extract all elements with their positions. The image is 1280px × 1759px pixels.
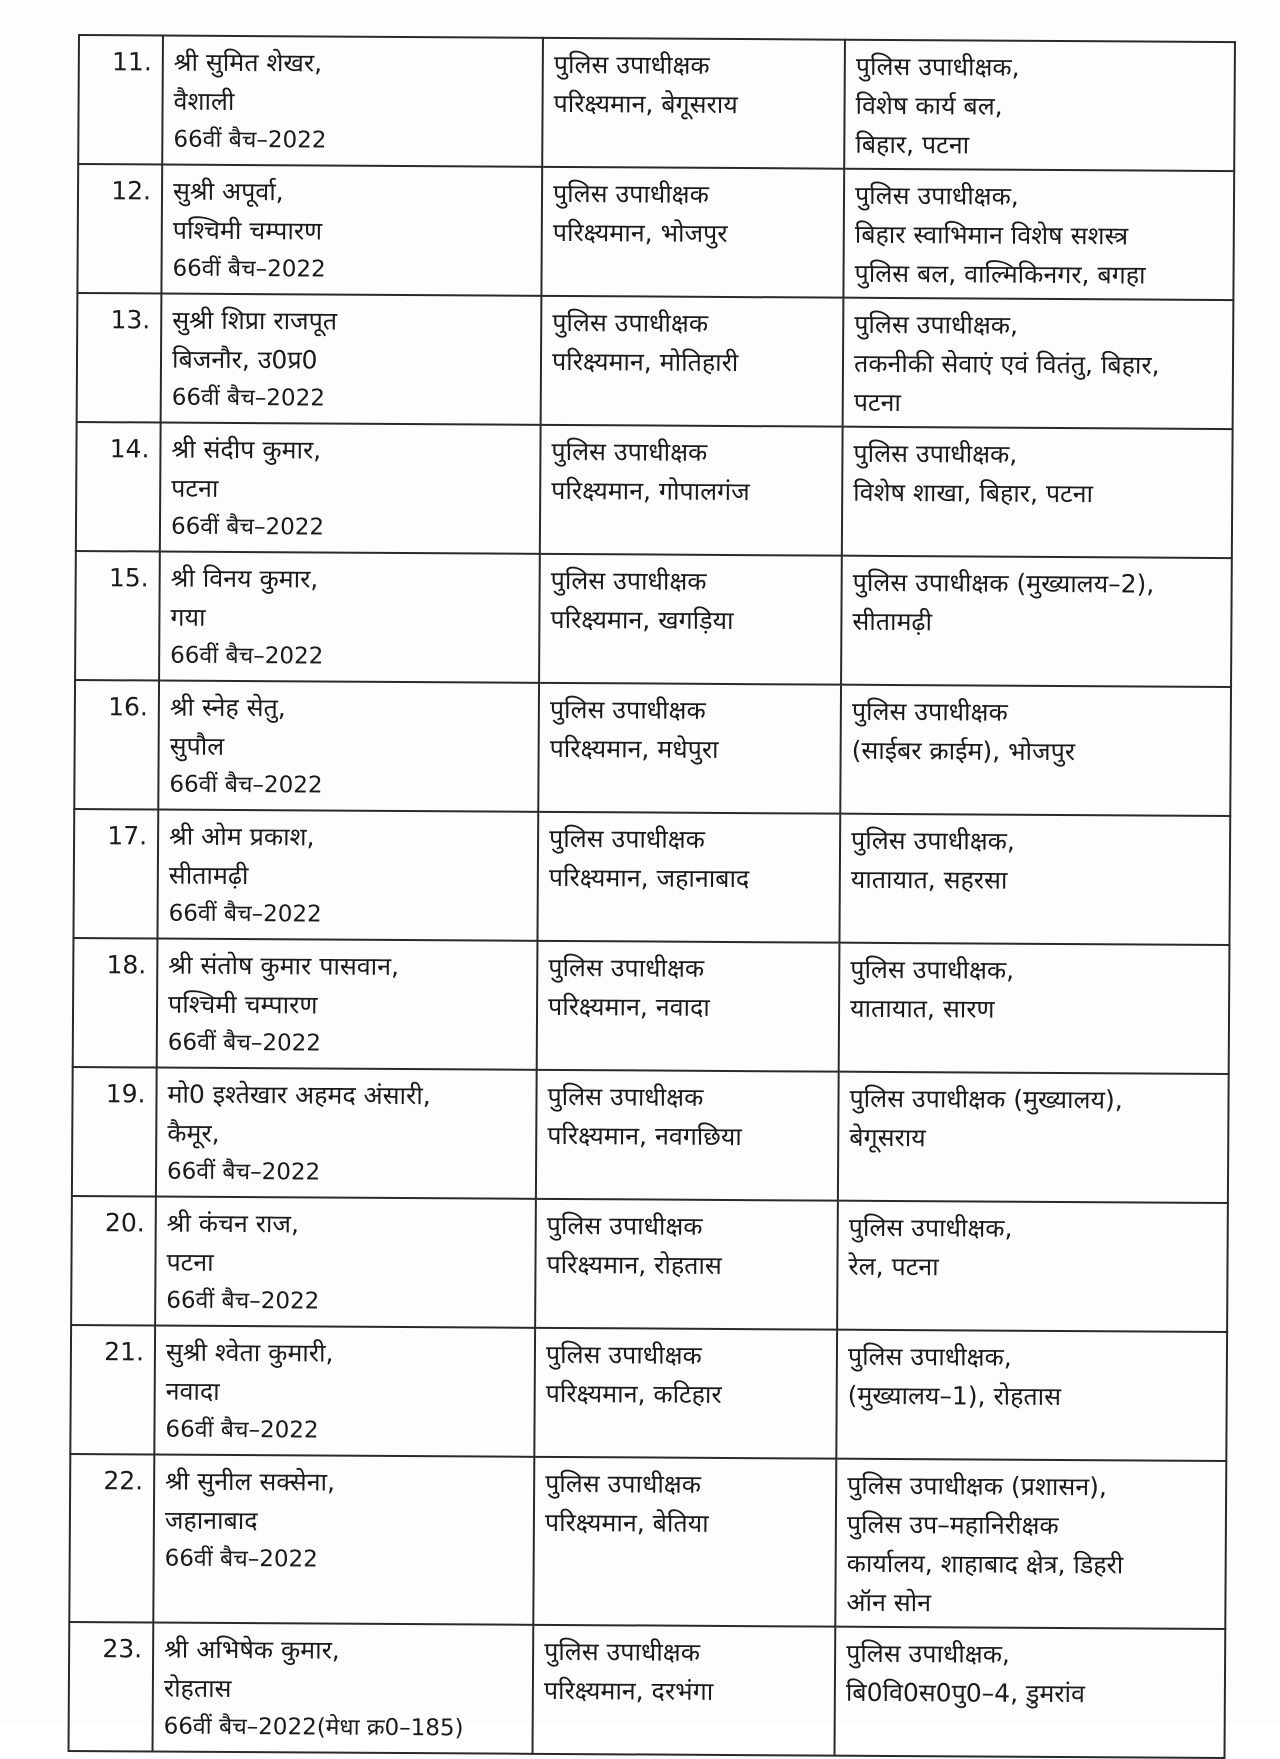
current-posting-line: पुलिस उपाधीक्षक	[552, 178, 709, 209]
serial-number: 17.	[73, 809, 158, 939]
serial-number: 14.	[76, 422, 161, 552]
new-posting-line: पुलिस उपाधीक्षक,	[850, 954, 1015, 985]
new-posting-line: पुलिस उपाधीक्षक,	[846, 1638, 1010, 1669]
current-posting-line: परिक्ष्यमान, बेगूसराय	[553, 88, 738, 120]
current-posting-line: परिक्ष्यमान, कटिहार	[545, 1378, 722, 1409]
new-posting	[839, 814, 1230, 945]
officer-details-line: 66वीं बैच–2022	[171, 384, 325, 412]
officer-details-line: 66वीं बैच–2022	[167, 1029, 322, 1057]
new-posting-line: बिहार स्वाभिमान विशेष सशस्त्र	[854, 219, 1129, 251]
current-posting-line: पुलिस उपाधीक्षक	[544, 1636, 701, 1667]
serial-number: 20.	[71, 1196, 156, 1326]
new-posting-line: कार्यालय, शाहाबाद क्षेत्र, डिहरी	[846, 1548, 1124, 1580]
serial-number: 16.	[74, 680, 159, 810]
serial-number: 19.	[72, 1067, 157, 1197]
new-posting-line: पुलिस उपाधीक्षक,	[854, 309, 1019, 340]
new-posting-line: बेगूसराय	[849, 1122, 926, 1153]
table-body	[69, 35, 1235, 1758]
current-posting	[537, 941, 840, 1072]
officer-details-line: 66वीं बैच–2022	[169, 771, 323, 799]
serial-number: 15.	[75, 551, 160, 681]
new-posting-line: बिहार, पटना	[855, 129, 970, 160]
table-row	[73, 809, 1230, 945]
officer-details	[161, 165, 542, 296]
new-posting-line: पुलिस उपाधीक्षक,	[854, 180, 1019, 211]
serial-number: 12.	[77, 164, 162, 294]
current-posting-line: पुलिस उपाधीक्षक	[548, 952, 705, 983]
officer-details	[158, 681, 539, 812]
current-posting	[537, 812, 840, 943]
current-posting	[539, 554, 842, 685]
officer-details-line: श्री स्नेह सेतु,	[169, 692, 286, 723]
current-posting-line: पुलिस उपाधीक्षक	[552, 307, 709, 338]
serial-number: 21.	[70, 1325, 155, 1455]
officer-details-line: सुश्री अपूर्वा,	[172, 176, 284, 207]
officer-details-line: पटना	[171, 473, 219, 503]
officer-details-line: श्री संदीप कुमार,	[171, 434, 322, 465]
officer-details-line: श्री संतोष कुमार पासवान,	[168, 950, 400, 981]
current-posting	[541, 296, 844, 427]
officer-details-line: पश्चिमी चम्पारण	[172, 215, 323, 246]
current-posting	[536, 1070, 839, 1201]
current-posting	[533, 1457, 836, 1627]
serial-number: 18.	[73, 938, 158, 1068]
officer-details-line: 66वीं बैच–2022	[170, 642, 324, 670]
current-posting-line: पुलिस उपाधीक्षक	[546, 1210, 703, 1241]
officer-details-line: 66वीं बैच–2022	[164, 1545, 318, 1573]
new-posting-line: रेल, पटना	[848, 1251, 939, 1282]
new-posting	[843, 298, 1234, 429]
officer-details-line: पटना	[166, 1247, 214, 1277]
new-posting-line: पुलिस बल, वाल्मिकिनगर, बगहा	[854, 258, 1146, 290]
officer-details	[156, 1068, 537, 1199]
officer-details-line: श्री सुनील सक्सेना,	[165, 1466, 336, 1497]
new-posting-line: ऑन सोन	[846, 1587, 932, 1618]
current-posting-line: पुलिस उपाधीक्षक	[550, 565, 707, 596]
new-posting	[841, 556, 1232, 687]
new-posting-line: पुलिस उपाधीक्षक (मुख्यालय),	[849, 1083, 1123, 1115]
new-posting-line: पटना	[853, 387, 902, 418]
officer-details-line: श्री ओम प्रकाश,	[169, 821, 315, 852]
officer-details-line: नवादा	[165, 1376, 220, 1406]
current-posting-line: परिक्ष्यमान, मधेपुरा	[549, 733, 719, 764]
officer-details-line: 66वीं बैच–2022	[165, 1416, 319, 1444]
table-row	[76, 422, 1233, 558]
officer-details-line: श्री अभिषेक कुमार,	[164, 1634, 340, 1665]
new-posting-line: यातायात, सारण	[849, 993, 995, 1024]
new-posting	[844, 40, 1235, 171]
officer-details-line: श्री विनय कुमार,	[170, 563, 319, 594]
current-posting-line: परिक्ष्यमान, गोपालगंज	[551, 475, 750, 507]
current-posting-line: परिक्ष्यमान, नवगछिया	[547, 1120, 742, 1152]
current-posting	[533, 1625, 836, 1756]
new-posting	[842, 427, 1233, 558]
table-row	[69, 1622, 1226, 1758]
current-posting-line: पुलिस उपाधीक्षक	[549, 694, 706, 725]
serial-number: 23.	[69, 1622, 154, 1752]
officer-details-line: पश्चिमी चम्पारण	[167, 989, 318, 1020]
table-row	[73, 938, 1230, 1074]
officer-details-line: वैशाली	[173, 86, 235, 116]
new-posting-line: पुलिस उपाधीक्षक,	[855, 51, 1020, 82]
serial-number: 13.	[77, 293, 162, 423]
new-posting-line: पुलिस उपाधीक्षक (प्रशासन),	[847, 1470, 1107, 1502]
officer-details-line: बिजनौर, उ0प्र0	[171, 344, 318, 375]
table-row	[74, 680, 1231, 816]
officer-details-line: श्री कंचन राज,	[166, 1208, 300, 1239]
current-posting	[538, 683, 841, 814]
officer-details-line: सुश्री श्वेता कुमारी,	[165, 1337, 334, 1368]
new-posting-line: पुलिस उपाधीक्षक,	[851, 825, 1015, 856]
current-posting-line: पुलिस उपाधीक्षक	[551, 436, 708, 467]
officer-details-line: सुपौल	[169, 731, 225, 761]
new-posting	[839, 943, 1230, 1074]
new-posting-line: सीतामढ़ी	[852, 606, 933, 637]
current-posting-line: परिक्ष्यमान, दरभंगा	[543, 1675, 714, 1706]
officer-details	[157, 810, 538, 941]
officer-details-line: 66वीं बैच–2022	[166, 1287, 320, 1315]
new-posting-line: पुलिस उपाधीक्षक (मुख्यालय–2),	[852, 567, 1155, 599]
new-posting	[836, 1330, 1227, 1461]
current-posting	[541, 167, 844, 298]
new-posting-line: यातायात, सहरसा	[850, 864, 1008, 895]
officer-details	[159, 552, 540, 683]
officer-details-line: 66वीं बैच–2022(मेधा क्र0–185)	[163, 1713, 464, 1742]
current-posting-line: परिक्ष्यमान, जहानाबाद	[548, 862, 750, 894]
new-posting-line: पुलिस उपाधीक्षक	[851, 696, 1008, 727]
officer-details-line: रोहतास	[163, 1673, 232, 1703]
current-posting	[534, 1328, 837, 1459]
current-posting-line: परिक्ष्यमान, मोतिहारी	[551, 346, 739, 378]
current-posting-line: पुलिस उपाधीक्षक	[547, 1081, 704, 1112]
new-posting	[838, 1072, 1229, 1203]
current-posting-line: परिक्ष्यमान, नवादा	[547, 991, 710, 1022]
new-posting-line: विशेष शाखा, बिहार, पटना	[853, 477, 1094, 509]
officer-details	[157, 939, 538, 1070]
serial-number: 22.	[69, 1454, 154, 1623]
new-posting-line: पुलिस उपाधीक्षक,	[847, 1341, 1012, 1372]
officer-details-line: 66वीं बैच–2022	[168, 900, 322, 928]
officer-details	[161, 294, 542, 425]
officer-details-line: सुश्री शिप्रा राजपूत	[172, 305, 338, 336]
transfer-posting-table	[68, 34, 1236, 1759]
new-posting	[843, 169, 1234, 300]
officer-details-line: श्री सुमित शेखर,	[173, 47, 323, 78]
new-posting-line: पुलिस उपाधीक्षक,	[853, 438, 1018, 469]
new-posting	[834, 1627, 1225, 1758]
new-posting-line: (साईबर क्राईम), भोजपुर	[851, 735, 1076, 767]
current-posting-line: परिक्ष्यमान, खगड़िया	[550, 604, 734, 636]
officer-details-line: गया	[170, 602, 206, 632]
officer-details	[153, 1622, 534, 1753]
officer-details-line: 66वीं बैच–2022	[173, 126, 327, 154]
table-row	[70, 1325, 1227, 1461]
new-posting	[835, 1459, 1226, 1629]
current-posting-line: पुलिस उपाधीक्षक	[553, 49, 710, 80]
new-posting-line: विशेष कार्य बल,	[855, 90, 1003, 121]
current-posting	[542, 38, 845, 169]
current-posting-line: पुलिस उपाधीक्षक	[545, 1468, 702, 1499]
officer-details-line: सीतामढ़ी	[168, 860, 249, 891]
officer-details	[155, 1196, 536, 1327]
current-posting-line: परिक्ष्यमान, रोहतास	[546, 1249, 722, 1280]
officer-details	[162, 36, 543, 167]
officer-details-line: 66वीं बैच–2022	[170, 513, 325, 541]
current-posting	[535, 1199, 838, 1330]
new-posting-line: (मुख्यालय–1), रोहतास	[847, 1380, 1062, 1412]
table-row	[77, 164, 1234, 300]
officer-details-line: 66वीं बैच–2022	[166, 1158, 321, 1186]
new-posting	[840, 685, 1231, 816]
serial-number: 11.	[78, 35, 163, 165]
new-posting	[837, 1201, 1228, 1332]
table-row	[72, 1067, 1229, 1203]
officer-details-line: जहानाबाद	[164, 1505, 258, 1536]
officer-details-line: 66वीं बैच–2022	[172, 255, 326, 283]
table-row	[71, 1196, 1228, 1332]
officer-details	[160, 423, 541, 554]
current-posting	[540, 425, 843, 556]
officer-details-line: मो0 इश्तेखार अहमद अंसारी,	[167, 1079, 431, 1111]
new-posting-line: तकनीकी सेवाएं एवं वितंतु, बिहार,	[853, 348, 1160, 380]
current-posting-line: पुलिस उपाधीक्षक	[549, 823, 706, 854]
table-row	[77, 293, 1234, 429]
new-posting-line: बि0वि0स0पु0–4, डुमरांव	[845, 1677, 1086, 1709]
officer-details	[154, 1325, 535, 1456]
table-row	[78, 35, 1235, 171]
officer-details-line: कैमूर,	[167, 1118, 220, 1148]
current-posting-line: परिक्ष्यमान, बेतिया	[544, 1507, 709, 1538]
new-posting-line: पुलिस उपाधीक्षक,	[848, 1212, 1013, 1243]
officer-details	[153, 1454, 534, 1624]
table-row	[75, 551, 1232, 687]
current-posting-line: परिक्ष्यमान, भोजपुर	[552, 217, 728, 248]
current-posting-line: पुलिस उपाधीक्षक	[545, 1339, 702, 1370]
table-row	[69, 1454, 1226, 1629]
new-posting-line: पुलिस उप–महानिरीक्षक	[846, 1509, 1059, 1541]
